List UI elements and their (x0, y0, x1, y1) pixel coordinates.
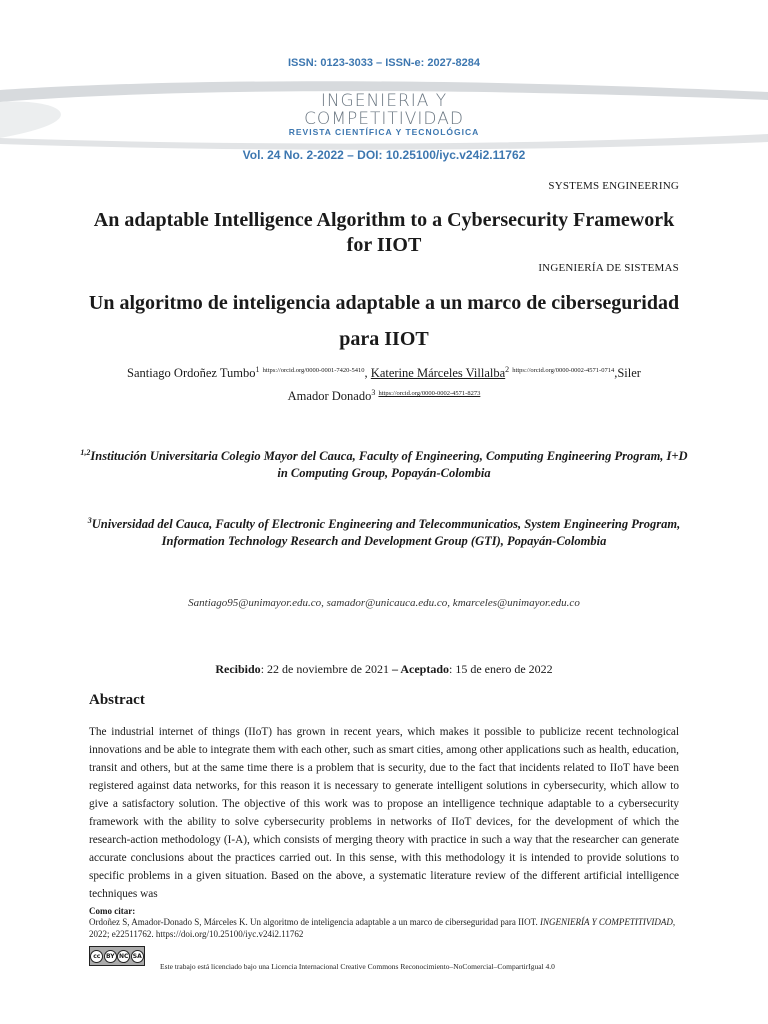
affiliation-2 (80, 512, 688, 550)
journal-subtitle: REVISTA CIENTÍFICA Y TECNOLÓGICA (288, 127, 480, 137)
creative-commons-badge[interactable] (89, 946, 145, 966)
citation-journal: INGENIERÍA Y COMPETITIVIDAD (540, 917, 673, 927)
received-label: Recibido (215, 662, 261, 676)
abstract-body: The industrial internet of things (IIoT) has grown in recent years, which makes it possible to publicize recent technological innovations and be able to integrate them with each other, such as smart cities, among other applications such as health, education, transit and others, but at the same time there is a problem that is security, due to the fact that incidents related to IIoT have been registered against data networks, for this reason it is necessary to generate intelligent solutions in cybersecurity, which allow to give a satisfactory solution. The objective of this work was to propose an intelligence technique adaptable to a cybersecurity framework with the ability to solve cybersecurity problems in networks of IIoT devices, for the development of which the research-action methodology (I-A), which consists of merging theory with practice in such a way that the researcher can generate accurate conclusions about the practices carried out. In this sense, with this methodology it is intended to provide solutions to specific problems in a given situation. Based on the above, a systematic literature review of the different artificial intelligence techniques was (89, 726, 679, 900)
volume-doi-line: Vol. 24 No. 2-2022 – DOI: 10.25100/iyc.v24i2.11762 (242, 148, 526, 162)
accepted-label: Aceptado (400, 662, 450, 676)
author-superscript: 2 (505, 365, 510, 374)
affiliation-1 (80, 444, 688, 482)
accepted-date: : 15 de enero de 2022 (449, 662, 553, 676)
affiliation-text: Universidad del Cauca, Faculty of Electronic Engineering and Telecommunicatios, System Engineering Program, Information Technology Research and Development Group (GTI), Popayán-Colombia (91, 517, 681, 549)
orcid-link[interactable]: https://orcid.org/0000-0001-7420-5410 (262, 367, 365, 374)
affiliation-text: Institución Universitaria Colegio Mayor del Cauca, Faculty of Engineering, Computing Engineering Program, I+D in Computing Group, Popayán-Colombia (90, 449, 688, 481)
sharealike-icon: SA (131, 950, 144, 963)
citation-text: Ordoñez S, Amador-Donado S, Márceles K. Un algoritmo de inteligencia adaptable a un marco de ciberseguridad para IIOT. INGENIERÍA Y COMPETITIVIDAD, 2022; e22511762. https://doi.org/10.25100/iyc.v24i2.11762 (89, 917, 676, 939)
paper-title-en: An adaptable Intelligence Algorithm to a Cybersecurity Framework for IIOT (93, 209, 675, 256)
author-emails: Santiago95@unimayor.edu.co, samador@unicauca.edu.co, kmarceles@unimayor.edu.co (188, 597, 580, 609)
affiliation-superscript: 1,2 (80, 448, 91, 457)
author-name: Amador Donado (287, 389, 372, 404)
author-name: Siler (617, 366, 641, 381)
author-name: Santiago Ordoñez Tumbo (127, 366, 256, 381)
section-label-es: INGENIERÍA DE SISTEMAS (538, 262, 679, 274)
author-list: Santiago Ordoñez Tumbo$^1$ $^{https://orcid.org/0000-0001-7420-5410}$, Katerine Márceles Villalba$^2$ $^{https://orcid.org/0000-0002-4571-0714}$,Siler Amador Donado$^3$ $^{https://orcid.org/0000-0002-4571-8273}$ (127, 365, 641, 404)
journal-name-line1: INGENIERIA Y (320, 91, 448, 111)
orcid-link[interactable]: https://orcid.org/0000-0002-4571-8273 (378, 390, 481, 398)
section-label-en: SYSTEMS ENGINEERING (548, 180, 679, 192)
attribution-icon: BY (104, 950, 117, 963)
affiliation-superscript: 3 (87, 516, 92, 525)
abstract-heading: Abstract (89, 692, 145, 708)
cc-icon: cc (90, 950, 103, 963)
issn-line: ISSN: 0123-3033 – ISSN-e: 2027-8284 (287, 57, 480, 69)
journal-banner (0, 80, 768, 150)
license-text: Este trabajo está licenciado bajo una Licencia Internacional Creative Commons Reconocimiento–NoComercial–CompartirIgual 4.0 (160, 962, 555, 971)
author-superscript: 3 (371, 388, 376, 398)
citation-label: Como citar: (89, 906, 136, 916)
journal-name-line2: COMPETITIVIDAD (304, 109, 464, 129)
paper-title-es: Un algoritmo de inteligencia adaptable a un marco de ciberseguridad para IIOT (88, 292, 680, 350)
author-name: Katerine Márceles Villalba (370, 366, 506, 381)
submission-dates: Recibido: 22 de noviembre de 2021 – Aceptado: 15 de enero de 2022 (215, 662, 553, 676)
author-superscript: 1 (255, 365, 260, 374)
received-date: : 22 de noviembre de 2021 (260, 662, 389, 676)
orcid-link[interactable]: https://orcid.org/0000-0002-4571-0714 (512, 367, 615, 374)
noncommercial-icon: NC (117, 950, 130, 963)
